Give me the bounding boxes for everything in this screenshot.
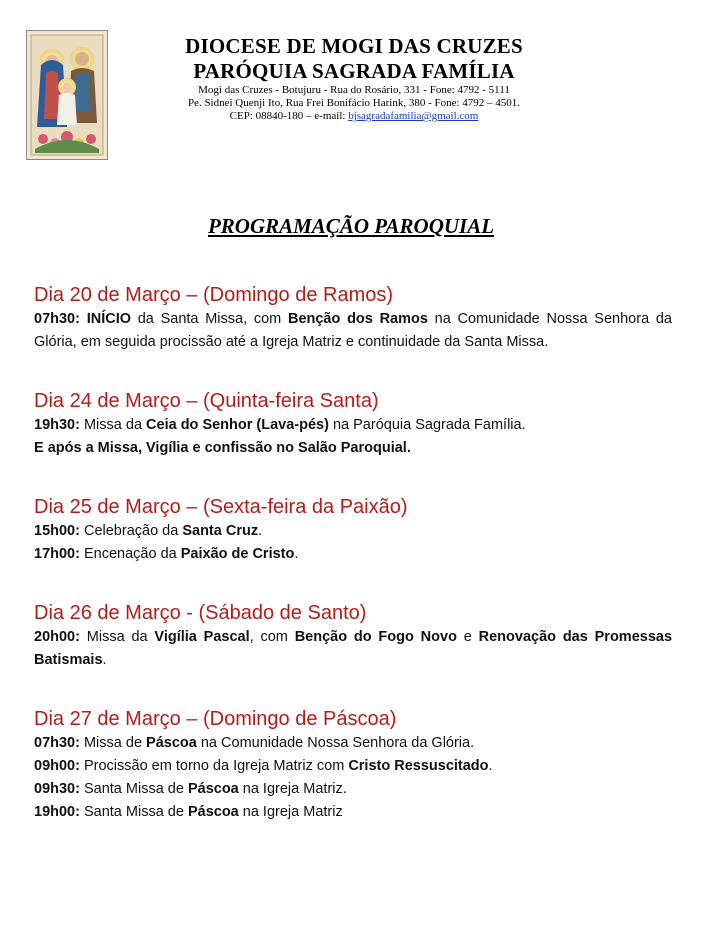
- event-text: Celebração da: [79, 523, 183, 539]
- event-text: na Paróquia Sagrada Família.: [328, 417, 526, 433]
- event-text: na Igreja Matriz.: [238, 781, 347, 797]
- event-text: na Igreja Matriz: [238, 804, 343, 820]
- event-text-bold: Cristo Ressuscitado: [348, 758, 489, 774]
- email-link[interactable]: bjsagradafamilia@gmail.com: [348, 110, 479, 122]
- address-line-2: Pe. Sidnei Quenji Ito, Rua Frei Bonifácio Harink, 380 - Fone: 4792 – 4501.: [187, 97, 521, 109]
- event-line: [34, 308, 672, 354]
- event-text-bold: 17h00:: [34, 546, 80, 562]
- event-text-bold: Páscoa: [187, 804, 239, 820]
- event-text: na Comunidade Nossa Senhora da Glória, em seguida procissão até a Igreja Matriz e continuidade da Santa Missa.: [34, 311, 672, 350]
- event-line: [34, 543, 672, 566]
- event-text-bold: Paixão de Cristo: [180, 546, 295, 562]
- event-heading: Dia 27 de Março – (Domingo de Páscoa): [34, 708, 397, 730]
- event-text-bold: 19h30:: [34, 417, 80, 433]
- event-section: [34, 282, 672, 354]
- holy-family-image: [26, 30, 108, 160]
- event-section: [34, 600, 672, 672]
- address-line-3: [124, 110, 584, 123]
- event-heading: Dia 24 de Março – (Quinta-feira Santa): [34, 390, 379, 412]
- event-section: [34, 388, 672, 460]
- event-line: [34, 732, 672, 755]
- parish-letterhead-text: [124, 34, 584, 123]
- event-text: Santa Missa de: [79, 804, 188, 820]
- event-line: [34, 778, 672, 801]
- parish-name: PARÓQUIA SAGRADA FAMÍLIA: [193, 59, 515, 83]
- event-text-bold: 09h00:: [34, 758, 80, 774]
- event-text: Santa Missa de: [79, 781, 188, 797]
- event-text-bold: 19h00:: [34, 804, 80, 820]
- event-text: Missa da: [79, 629, 155, 645]
- event-text-bold: 07h30:: [34, 311, 87, 327]
- event-text: , com: [249, 629, 295, 645]
- event-text-bold: 15h00:: [34, 523, 80, 539]
- event-text: e: [456, 629, 479, 645]
- event-text: Procissão em torno da Igreja Matriz com: [79, 758, 349, 774]
- event-text-bold: Renovação das Promessas Batismais: [34, 629, 673, 668]
- event-text: da Santa Missa, com: [131, 311, 288, 327]
- event-text-bold: Benção dos Ramos: [287, 311, 428, 327]
- event-line: [34, 626, 672, 672]
- document-title: PROGRAMAÇÃO PAROQUIAL: [207, 214, 495, 238]
- event-heading: Dia 20 de Março – (Domingo de Ramos): [34, 284, 394, 306]
- event-text: na Comunidade Nossa Senhora da Glória.: [196, 735, 475, 751]
- event-text: .: [294, 546, 299, 562]
- event-text-bold: 07h30:: [34, 735, 80, 751]
- event-line: [34, 437, 672, 460]
- event-text: Encenação da: [79, 546, 181, 562]
- event-text-bold: Páscoa: [146, 735, 197, 751]
- event-text-bold: Benção do Fogo Novo: [294, 629, 457, 645]
- event-section: [34, 494, 672, 566]
- event-text-bold: Ceia do Senhor (Lava-pés): [146, 417, 329, 433]
- event-text-bold: E após a Missa, Vigília e confissão no Salão Paroquial.: [34, 440, 411, 456]
- event-line: [34, 520, 672, 543]
- event-text-bold: 20h00:: [34, 629, 80, 645]
- event-text-bold: 09h30:: [34, 781, 80, 797]
- letterhead: [26, 30, 676, 162]
- event-line: [34, 414, 672, 437]
- event-list: [34, 282, 672, 858]
- event-line: [34, 755, 672, 778]
- event-heading: Dia 26 de Março - (Sábado de Santo): [34, 602, 367, 624]
- address-line-1: Mogi das Cruzes - Botujuru - Rua do Rosário, 331 - Fone: 4792 - 5111: [198, 84, 510, 96]
- event-text: Missa da: [79, 417, 147, 433]
- event-text: .: [488, 758, 493, 774]
- event-text-bold: Páscoa: [187, 781, 239, 797]
- event-heading: Dia 25 de Março – (Sexta-feira da Paixão): [34, 496, 408, 518]
- event-text: .: [258, 523, 263, 539]
- event-line: [34, 801, 672, 824]
- event-section: [34, 706, 672, 824]
- cep-label: CEP: 08840-180 – e-mail:: [229, 110, 349, 122]
- event-text-bold: INÍCIO: [86, 311, 131, 327]
- event-text: .: [102, 652, 107, 668]
- event-text-bold: Santa Cruz: [182, 523, 259, 539]
- event-text: Missa de: [79, 735, 147, 751]
- diocese-name: DIOCESE DE MOGI DAS CRUZES: [185, 34, 523, 58]
- event-text-bold: Vigília Pascal: [154, 629, 250, 645]
